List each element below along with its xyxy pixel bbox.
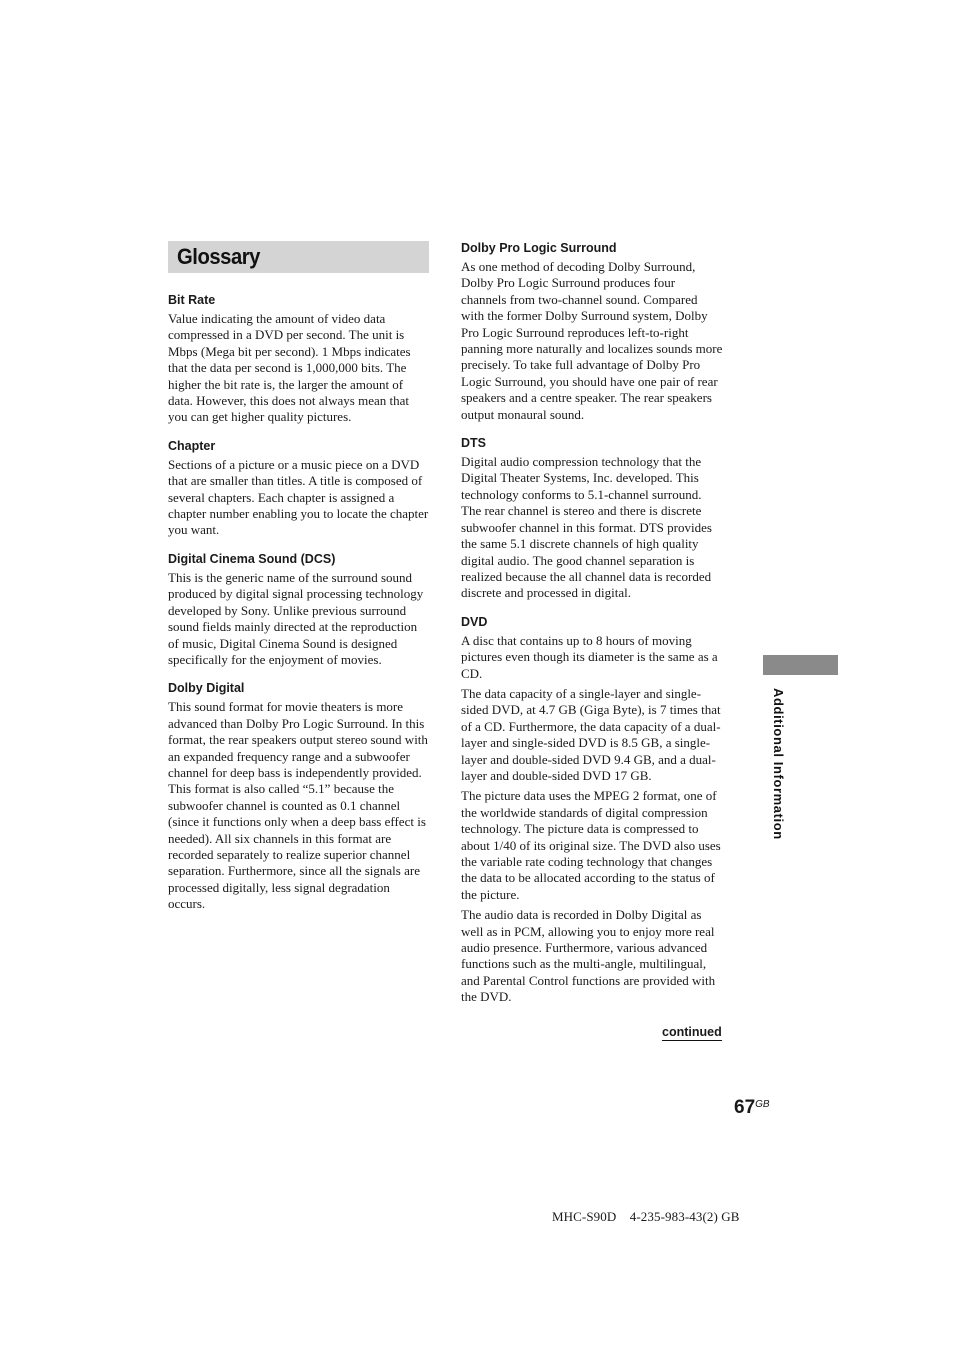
definition-paragraph: Digital audio compression technology that the Digital Theater Systems, Inc. developed. This technology conforms to 5.1-channel surround. The rear channel is stereo and there is discrete subwoofer channel in this format. DTS provides the same 5.1 discrete channels of high quality digital audio. The good channel separation is realized because the all channel data is recorded discrete and processed in digital. (461, 454, 712, 601)
section-side-label: Additional Information (771, 688, 786, 840)
page-number (734, 1097, 770, 1119)
entry-dolby-digital (168, 680, 429, 912)
right-column (461, 240, 723, 1010)
term-heading: Chapter (168, 438, 216, 453)
term-heading: Dolby Pro Logic Surround (461, 241, 617, 255)
entry-digital-cinema-sound (168, 551, 429, 668)
page-number-value: 67 (734, 1097, 756, 1118)
definition-paragraph: As one method of decoding Dolby Surround, Dolby Pro Logic Surround produces four channels from two-channel sound. Compared with the former Dolby Surround system, Dolby Pro Logic Surround reproduces left-to-right panning more naturally and localizes sounds more precisely. To take full advantage of Dolby Pro Logic Surround, you should have one pair of rear speakers and a centre speaker. The rear speakers output monaural sound. (461, 259, 723, 422)
term-heading: DTS (461, 436, 486, 451)
entry-dts (461, 435, 723, 602)
page-title: Glossary (177, 244, 260, 269)
term-heading: Dolby Digital (168, 681, 245, 696)
section-tab-marker (763, 655, 838, 675)
entry-bit-rate (168, 292, 429, 426)
definition-paragraph: Value indicating the amount of video data compressed in a DVD per second. The unit is Mbps (Mega bit per second). 1 Mbps indicates that the data per second is 1,000,000 bits. The higher the bit rate is, the larger the amount of data. However, this does not always mean that you can get higher quality pictures. (168, 311, 411, 425)
definition-paragraph: The data capacity of a single-layer and single-sided DVD, at 4.7 GB (Giga Byte), is 7 times that of a CD. Furthermore, the data capacity of a dual-layer and single-sided DVD is 8.5 GB, a single-layer and double-sided DVD 9.4 GB, and a dual-layer and double-sided DVD 17 GB. (461, 685, 721, 783)
definition-paragraph: This is the generic name of the surround sound produced by digital signal processing technology developed by Sony. Unlike previous surround sound fields mainly directed at the reproduction of music, Digital Cinema Sound is designed specifically for the enjoyment of movies. (168, 569, 424, 667)
definition-paragraph: A disc that contains up to 8 hours of moving pictures even though its diameter is the same as a CD. (461, 632, 718, 681)
glossary-banner (168, 241, 429, 273)
definition-paragraph: Sections of a picture or a music piece on a DVD that are smaller than titles. A title is composed of several chapters. Each chapter is assigned a chapter number enabling you to locate the chapter you want. (168, 456, 429, 538)
entry-dvd (461, 614, 723, 1006)
definition-paragraph: The audio data is recorded in Dolby Digital as well as in PCM, allowing you to enjoy more real audio presence. Furthermore, various advanced functions such as the multi-angle, multilingual, and Parental Control functions are provided with the DVD. (461, 907, 716, 1005)
term-heading: DVD (461, 614, 488, 629)
entry-chapter (168, 438, 429, 539)
definition-paragraph: The picture data uses the MPEG 2 format, one of the worldwide standards of digital compression technology. The picture data is compressed to about 1/40 of its original size. The DVD also uses the variable rate coding technology that changes the data to be allocated according to the status of the picture. (461, 788, 721, 902)
footer-model-code: MHC-S90D 4-235-983-43(2) GB (552, 1209, 740, 1224)
continued-marker: continued (662, 1025, 722, 1039)
term-heading: Digital Cinema Sound (DCS) (168, 551, 336, 566)
left-column (168, 241, 429, 925)
page-number-suffix: GB (755, 1099, 770, 1110)
term-heading: Bit Rate (168, 293, 216, 307)
entry-dolby-pro-logic (461, 240, 723, 423)
definition-paragraph: This sound format for movie theaters is more advanced than Dolby Pro Logic Surround. In this format, the rear speakers output stereo sound with an expanded frequency range and a subwoofer channel for deep bass is independently provided. This format is also called “5.1” because the subwoofer channel is counted as 0.1 channel (since it functions only when a deep bass effect is needed). All six channels in this format are recorded separately to realize superior channel separation. Furthermore, since all the signals are processed digitally, less signal degradation occurs. (168, 699, 428, 912)
